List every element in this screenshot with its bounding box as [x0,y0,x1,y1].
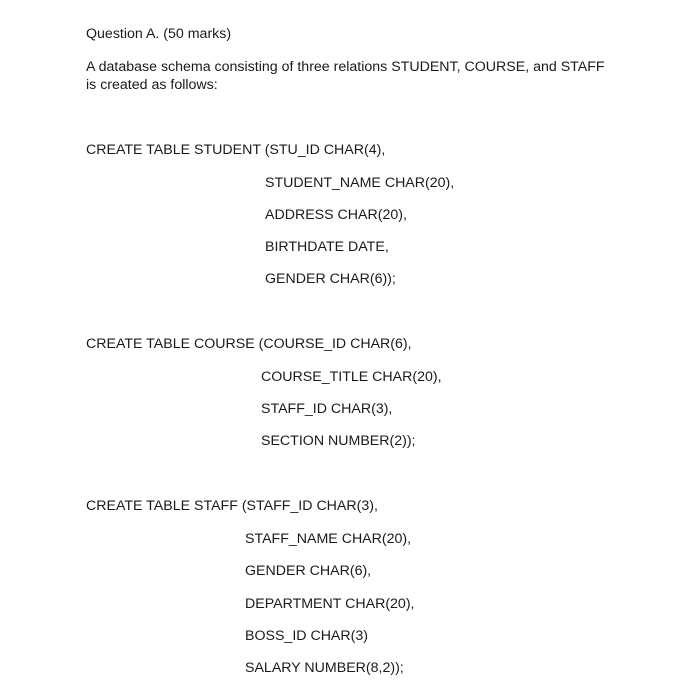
course-column: STAFF_ID CHAR(3), [261,401,393,417]
intro-text-line2: is created as follows: [86,77,218,93]
course-column: SECTION NUMBER(2)); [261,433,416,449]
question-heading: Question A. (50 marks) [86,26,232,42]
student-column: BIRTHDATE DATE, [265,239,389,255]
student-column: STUDENT_NAME CHAR(20), [265,175,455,191]
staff-column: GENDER CHAR(6), [245,563,372,579]
staff-create-statement: CREATE TABLE STAFF (STAFF_ID CHAR(3), [86,498,378,514]
staff-column: DEPARTMENT CHAR(20), [245,596,415,612]
student-column: GENDER CHAR(6)); [265,271,396,287]
intro-text-line1: A database schema consisting of three relations STUDENT, COURSE, and STAFF [86,59,605,75]
course-column: COURSE_TITLE CHAR(20), [261,369,442,385]
staff-column: STAFF_NAME CHAR(20), [245,531,412,547]
staff-column: SALARY NUMBER(8,2)); [245,660,404,676]
staff-column: BOSS_ID CHAR(3) [245,628,368,644]
student-create-statement: CREATE TABLE STUDENT (STU_ID CHAR(4), [86,142,386,158]
course-create-statement: CREATE TABLE COURSE (COURSE_ID CHAR(6), [86,336,412,352]
student-column: ADDRESS CHAR(20), [265,207,407,223]
